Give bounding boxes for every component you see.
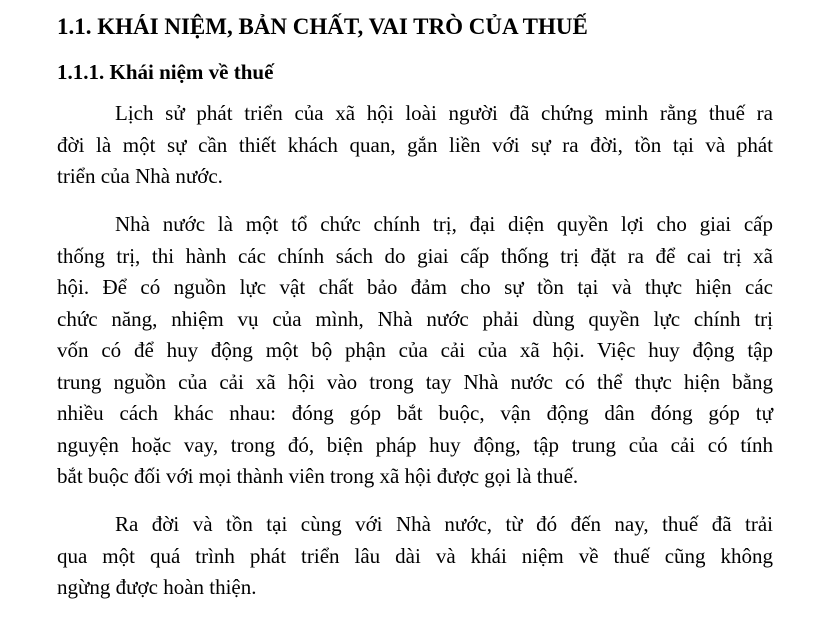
paragraph-line: thống trị, thi hành các chính sách do giai cấp thống trị đặt ra để cai trị xã [57,243,773,268]
section-heading: 1.1. KHÁI NIỆM, BẢN CHẤT, VAI TRÒ CỦA THUẾ [57,14,588,39]
paragraph-line: qua một quá trình phát triển lâu dài và khái niệm về thuế cũng không [57,543,773,568]
paragraph-line: triển của Nhà nước. [57,164,223,188]
paragraph-1 [57,98,773,193]
paragraph-line: nguyện hoặc vay, trong đó, biện pháp huy động, tập trung của cải có tính [57,432,773,457]
paragraph-line: đời là một sự cần thiết khách quan, gắn liền với sự ra đời, tồn tại và phát [57,132,773,157]
paragraph-line: Lịch sử phát triển của xã hội loài người đã chứng minh rằng thuế ra [115,101,773,125]
paragraph-line: vốn có để huy động một bộ phận của cải của xã hội. Việc huy động tập [57,338,773,362]
paragraph-line: bắt buộc đối với mọi thành viên trong xã hội được gọi là thuế. [57,464,579,488]
paragraph-line: ngừng được hoàn thiện. [57,575,257,599]
paragraph-line: nhiều cách khác nhau: đóng góp bắt buộc, vận động dân đóng góp tự [57,401,773,425]
paragraph-line: Ra đời và tồn tại cùng với Nhà nước, từ đó đến nay, thuế đã trải [115,512,773,536]
subsection-heading: 1.1.1. Khái niệm về thuế [57,60,274,84]
paragraph-line: trung nguồn của cải xã hội vào trong tay Nhà nước có thể thực hiện bằng [57,369,773,394]
paragraph-line: chức năng, nhiệm vụ của mình, Nhà nước phải dùng quyền lực chính trị [57,306,773,331]
paragraph-2 [57,209,773,493]
paragraph-line: Nhà nước là một tổ chức chính trị, đại diện quyền lợi cho giai cấp [115,212,773,236]
paragraph-line: hội. Để có nguồn lực vật chất bảo đảm cho sự tồn tại và thực hiện các [57,275,773,299]
paragraph-3 [57,509,773,604]
